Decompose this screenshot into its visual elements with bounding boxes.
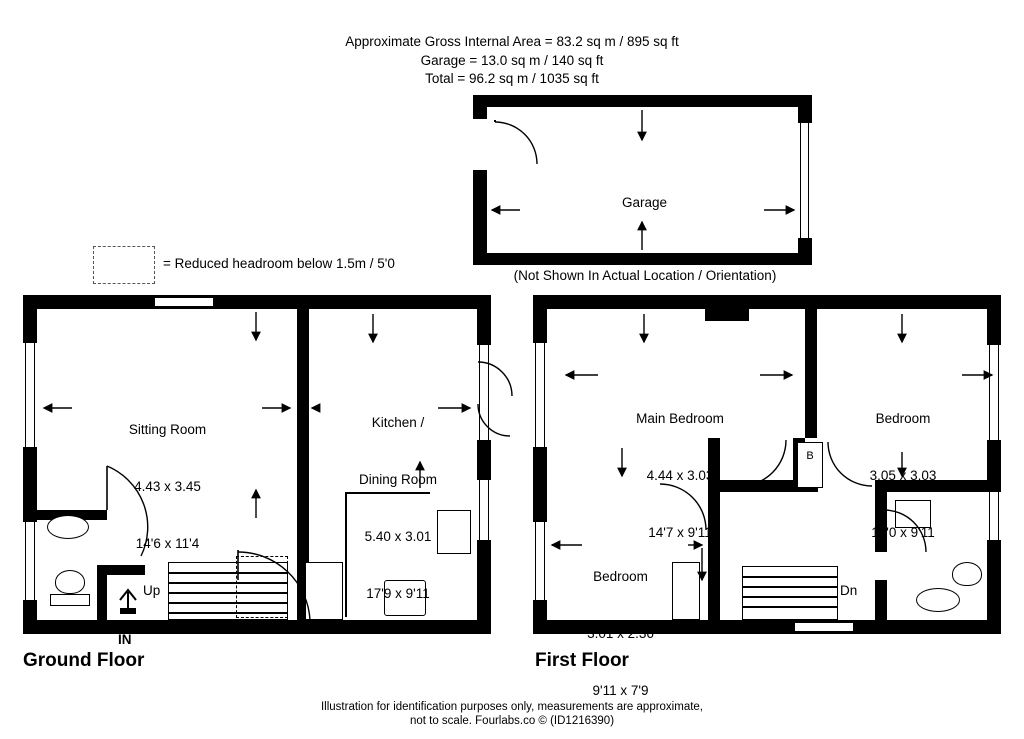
gf-window-right-upper <box>479 345 489 440</box>
ff-wall-right-mid <box>987 440 1001 480</box>
area-gross-internal: Approximate Gross Internal Area = 83.2 sq m / 895 sq ft <box>345 34 679 49</box>
ff-stair-tread <box>742 596 838 598</box>
gf-wall-right-top <box>477 295 491 345</box>
gf-wall-right-bottom <box>477 540 491 634</box>
ff-wall-left-top <box>533 295 547 343</box>
gf-wall-right-mid <box>477 440 491 480</box>
garage-wall-top <box>473 95 812 107</box>
ff-cupboard-interior <box>797 442 823 488</box>
gf-wall-left-top <box>23 295 37 343</box>
reduced-headroom-swatch <box>93 246 155 284</box>
ff-wall-right-top <box>987 295 1001 345</box>
ff-stair-tread <box>742 586 838 588</box>
bedroom-2-name: Bedroom <box>875 411 931 426</box>
garage-name: Garage <box>621 195 668 210</box>
garage-wall-right-top <box>798 95 812 123</box>
garage-note: (Not Shown In Actual Location / Orientation) <box>513 268 777 283</box>
gf-wc-cistern <box>50 594 90 606</box>
ff-stair-tread <box>742 606 838 608</box>
ff-cupboard-label: B <box>806 450 814 462</box>
stairs-up-label: Up <box>143 583 161 598</box>
ground-floor-title: Ground Floor <box>23 650 145 671</box>
gf-window-left-lower <box>25 522 35 600</box>
bedroom-3-metric: 3.01 x 2.36 <box>587 626 654 641</box>
kitchen-dining-imperial: 17'9 x 9'11 <box>366 586 430 601</box>
ff-window-left-upper <box>535 343 545 447</box>
first-floor-title: First Floor <box>535 650 629 671</box>
bedroom-2-metric: 3.05 x 3.03 <box>869 468 937 483</box>
gf-wall-left-bottom <box>23 600 37 634</box>
ff-wall-left-mid <box>533 447 547 522</box>
garage-door <box>800 123 809 238</box>
ff-bathroom-basin <box>916 588 960 612</box>
bedroom-3-name: Bedroom <box>593 569 648 584</box>
area-garage: Garage = 13.0 sq m / 140 sq ft <box>420 52 604 68</box>
footer-line-1: Illustration for identification purposes only, measurements are approximate, <box>320 701 704 713</box>
entrance-label: IN <box>118 632 132 647</box>
sitting-room-label <box>60 382 275 591</box>
gf-wall-left-mid <box>23 447 37 522</box>
sitting-room-name: Sitting Room <box>128 422 207 437</box>
ff-window-left-lower <box>535 522 545 600</box>
kitchen-dining-label <box>318 375 478 641</box>
footer-disclaimer <box>0 700 1024 728</box>
kitchen-dining-name-1: Kitchen / <box>371 415 425 430</box>
bedroom-2-imperial: 10'0 x 9'11 <box>871 525 935 540</box>
ff-wall-right-bottom <box>987 540 1001 634</box>
gf-window-top <box>155 297 213 307</box>
reduced-headroom-label: = Reduced headroom below 1.5m / 5'0 <box>163 256 395 271</box>
kitchen-dining-metric: 5.40 x 3.01 <box>364 529 432 544</box>
area-total: Total = 96.2 sq m / 1035 sq ft <box>425 71 599 86</box>
main-bedroom-imperial: 14'7 x 9'11 <box>648 525 712 540</box>
garage-wall-left-upper <box>473 95 487 119</box>
gf-wall-top <box>23 295 491 309</box>
sitting-room-metric: 4.43 x 3.45 <box>134 479 201 494</box>
garage-wall-left-lower <box>473 170 487 265</box>
ff-wall-left-bottom <box>533 600 547 634</box>
ff-partition-main-bedroom-right <box>805 308 817 438</box>
ff-partition-bathroom-left-lower <box>875 580 887 634</box>
garage-metric: 5.35 x 2.39 <box>611 252 678 267</box>
main-bedroom-metric: 4.44 x 3.03 <box>646 468 714 483</box>
ff-window-right-upper <box>989 345 999 440</box>
gf-window-right-lower <box>479 480 489 540</box>
gf-window-left-upper <box>25 343 35 447</box>
main-bedroom-name: Main Bedroom <box>636 411 724 426</box>
bedroom-2-label <box>838 371 968 580</box>
ff-window-bottom <box>795 622 853 632</box>
kitchen-dining-name-2: Dining Room <box>358 472 438 487</box>
ff-wall-top-notch <box>705 309 749 321</box>
stairs-down-label: Dn <box>840 583 858 598</box>
area-summary <box>0 33 1024 89</box>
garage-wall-right-bottom <box>798 238 812 265</box>
bedroom-3-imperial: 9'11 x 7'9 <box>592 683 649 698</box>
ff-wall-top <box>533 295 1001 309</box>
sitting-room-imperial: 14'6 x 11'4 <box>135 536 200 551</box>
footer-line-2: not to scale. Fourlabs.co © (ID1216390) <box>409 715 615 727</box>
